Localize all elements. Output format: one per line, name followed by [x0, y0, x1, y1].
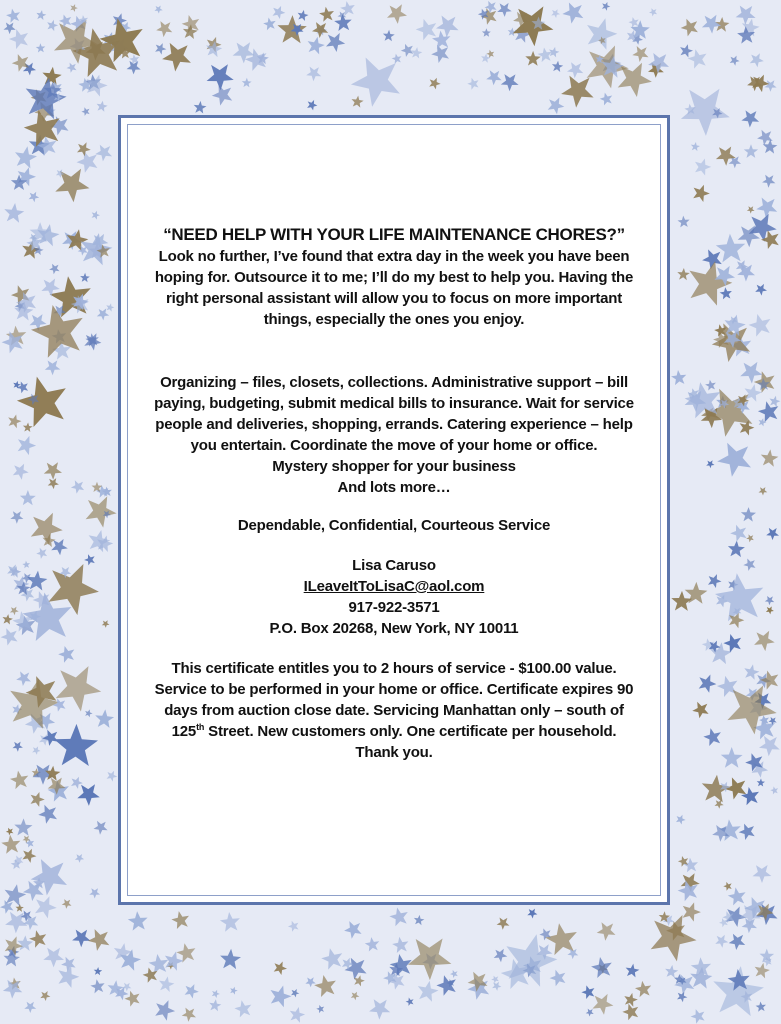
certificate-line [139, 721, 649, 742]
star-icon [591, 957, 612, 978]
star-icon [715, 935, 728, 948]
star-icon [676, 815, 686, 825]
intro-line: things, especially the ones you enjoy. [263, 311, 525, 328]
star-icon [744, 664, 759, 679]
star-icon [406, 998, 414, 1006]
star-icon [486, 70, 501, 85]
star-icon [94, 821, 108, 835]
star-icon [708, 574, 722, 588]
star-icon [89, 888, 100, 898]
star-icon [31, 792, 45, 807]
star-icon [35, 896, 57, 918]
star-icon [77, 142, 91, 156]
star-icon [71, 777, 83, 789]
street-number: 125 [171, 723, 197, 740]
star-icon [288, 921, 299, 932]
headline: “NEED HELP WITH YOUR LIFE MAINTENANCE CHORES?” [163, 225, 625, 244]
star-icon [14, 818, 32, 835]
star-icon [45, 360, 61, 375]
services-line: you entertain. Coordinate the move of your home or office. [190, 437, 598, 454]
star-icon [159, 976, 174, 992]
star-icon [70, 4, 78, 12]
star-icon [389, 908, 407, 927]
star-icon [527, 909, 537, 919]
star-icon [770, 396, 781, 407]
star-icon [703, 728, 721, 746]
star-icon [766, 606, 774, 614]
star-icon [23, 593, 72, 642]
star-icon [702, 15, 721, 34]
star-icon [739, 824, 755, 840]
star-icon [387, 4, 407, 24]
star-icon [759, 736, 780, 756]
star-icon [755, 284, 767, 296]
star-icon [344, 921, 362, 939]
star-icon [749, 314, 771, 337]
star-icon [592, 994, 613, 1015]
star-icon [450, 970, 458, 978]
star-icon [392, 937, 408, 953]
star-icon [326, 33, 345, 52]
star-icon [561, 76, 594, 108]
star-icon [155, 43, 166, 55]
star-icon [107, 771, 118, 782]
star-icon [677, 268, 690, 280]
star-icon [84, 554, 95, 565]
star-icon [162, 43, 191, 72]
star-icon [597, 922, 616, 941]
star-icon [75, 854, 84, 863]
star-icon [95, 145, 112, 162]
star-icon [209, 999, 221, 1011]
star-icon [586, 1009, 594, 1017]
star-icon [401, 44, 414, 57]
star-icon [756, 198, 777, 219]
star-icon [482, 28, 491, 37]
star-icon [600, 93, 612, 106]
star-icon [316, 1005, 324, 1013]
star-icon [729, 934, 746, 950]
services-line: Organizing – files, closets, collections. Administrative support – bill [160, 374, 628, 391]
star-icon [22, 561, 30, 569]
star-icon [67, 63, 77, 73]
star-icon [308, 37, 325, 55]
star-icon [10, 511, 23, 524]
star-icon [550, 970, 566, 987]
intro-line: hoping for. Outsource it to me; I’ll do my best to help you. Having the [154, 269, 634, 286]
star-icon [491, 976, 499, 984]
tagline: Dependable, Confidential, Courteous Service [237, 517, 551, 534]
certificate-line: Service to be performed in your home or office. Certificate expires 90 [154, 681, 634, 698]
star-icon [764, 80, 776, 92]
star-icon [44, 462, 62, 480]
star-icon [86, 496, 117, 527]
star-icon [10, 771, 28, 790]
star-icon [23, 881, 44, 901]
star-icon [626, 964, 640, 978]
star-icon [629, 17, 639, 28]
star-icon [298, 10, 309, 21]
star-icon [95, 709, 114, 728]
star-icon [42, 67, 61, 86]
star-icon [497, 3, 512, 17]
contact-block [139, 555, 649, 639]
services-line: people and deliveries, shopping, errands. Catering experience – help [155, 416, 633, 433]
star-icon [48, 478, 59, 489]
star-icon [49, 564, 99, 615]
star-icon [705, 380, 716, 391]
star-icon [418, 981, 439, 1002]
star-icon [649, 8, 657, 16]
star-icon [719, 918, 728, 927]
star-icon [128, 911, 148, 930]
star-icon [436, 16, 459, 38]
certificate-thank-you: Thank you. [355, 744, 433, 761]
star-icon [156, 21, 172, 37]
star-icon [13, 742, 23, 752]
star-icon [408, 939, 452, 981]
star-icon [1, 628, 18, 645]
intro-paragraph [139, 246, 649, 330]
star-icon [23, 423, 33, 433]
star-icon [49, 264, 60, 274]
star-icon [414, 915, 425, 925]
star-icon [581, 985, 594, 999]
star-icon [307, 100, 317, 111]
star-icon [212, 85, 232, 106]
star-icon [693, 185, 710, 202]
star-icon [36, 548, 47, 559]
star-icon [8, 415, 21, 429]
star-icon [4, 203, 24, 223]
certificate-line-rest: Street. New customers only. One certificate per household. [204, 723, 617, 740]
star-icon [273, 6, 286, 19]
star-icon [185, 984, 199, 998]
star-icon [770, 786, 778, 794]
star-icon [352, 96, 364, 108]
star-icon [765, 596, 775, 605]
star-icon [416, 19, 437, 40]
star-icon [54, 724, 98, 766]
star-icon [723, 634, 741, 653]
star-icon [29, 930, 46, 948]
star-icon [36, 43, 46, 52]
star-icon [753, 865, 772, 883]
star-icon [762, 175, 775, 188]
star-icon [736, 6, 756, 25]
star-icon [761, 449, 779, 466]
star-icon [314, 975, 336, 997]
star-icon [10, 607, 19, 616]
star-icon [741, 787, 759, 805]
star-icon [32, 746, 40, 754]
contact-phone: 917-922-3571 [348, 599, 440, 616]
intro-line: right personal assistant will allow you to focus on more important [165, 290, 623, 307]
star-icon [171, 911, 189, 929]
star-icon [692, 702, 708, 719]
star-icon [486, 50, 494, 58]
star-icon [730, 525, 746, 542]
star-icon [552, 61, 563, 72]
star-icon [220, 949, 241, 969]
star-icon [61, 957, 76, 972]
star-icon [97, 308, 109, 320]
star-icon [525, 51, 540, 66]
star-icon [212, 990, 220, 998]
services-line: paying, budgeting, submit medical bills to insurance. Wait for service [154, 395, 634, 412]
star-icon [635, 981, 651, 997]
star-icon [80, 273, 90, 282]
star-icon [127, 61, 141, 75]
star-icon [720, 287, 732, 299]
star-icon [383, 30, 395, 42]
star-icon [234, 1000, 251, 1017]
content-frame [118, 115, 670, 905]
star-icon [766, 528, 779, 540]
star-icon [548, 98, 565, 115]
star-icon [501, 74, 519, 91]
star-icon [747, 206, 755, 213]
star-icon [263, 18, 276, 31]
flyer-content [139, 224, 649, 763]
star-icon [6, 9, 20, 23]
star-icon [744, 144, 758, 158]
star-icon [717, 443, 751, 477]
star-icon [319, 7, 334, 22]
star-icon [492, 982, 501, 991]
star-icon [481, 54, 490, 63]
star-icon [691, 1009, 705, 1024]
star-icon [671, 591, 692, 611]
star-icon [125, 991, 140, 1007]
star-icon [22, 849, 36, 863]
star-icon [674, 974, 694, 994]
star-icon [38, 805, 57, 824]
star-icon [72, 930, 90, 948]
star-icon [730, 56, 740, 66]
star-icon [62, 899, 72, 909]
star-icon [750, 53, 764, 67]
star-icon [230, 987, 238, 995]
star-icon [680, 44, 693, 57]
star-icon [494, 949, 508, 962]
star-icon [182, 1008, 196, 1022]
star-icon [1, 835, 20, 854]
star-icon [681, 19, 698, 37]
star-icon [278, 15, 307, 43]
star-icon [728, 887, 746, 905]
star-icon [17, 377, 66, 427]
star-icon [467, 78, 478, 90]
star-icon [743, 559, 755, 571]
star-icon [94, 967, 103, 975]
star-icon [587, 18, 617, 50]
certificate-line: days from auction close date. Servicing Manhattan only – south of [164, 702, 624, 719]
star-icon [13, 464, 29, 480]
services-paragraph [139, 372, 649, 498]
star-icon [92, 211, 100, 220]
star-icon [392, 54, 402, 64]
star-icon [194, 101, 207, 114]
star-icon [149, 954, 169, 974]
star-icon [321, 948, 342, 969]
star-icon [665, 965, 678, 978]
star-icon [741, 110, 759, 127]
star-icon [47, 20, 58, 31]
star-icon [106, 303, 114, 311]
star-icon [53, 698, 66, 711]
star-icon [755, 963, 770, 979]
star-icon [365, 937, 380, 951]
star-icon [0, 900, 14, 914]
star-icon [305, 977, 315, 987]
star-icon [87, 75, 108, 97]
star-icon [602, 2, 610, 11]
star-icon [699, 675, 717, 693]
star-icon [351, 992, 360, 1001]
star-icon [723, 882, 731, 891]
contact-email-link[interactable]: ILeaveItToLisaC@aol.com [303, 578, 485, 595]
star-icon [691, 142, 700, 151]
star-icon [746, 534, 754, 542]
star-icon [220, 912, 240, 932]
star-icon [274, 962, 287, 976]
star-icon [16, 904, 24, 912]
star-icon [206, 41, 222, 57]
star-icon [695, 159, 711, 176]
intro-line: Look no further, I’ve found that extra day in the week you have been [158, 248, 630, 265]
star-icon [759, 487, 768, 495]
star-icon [51, 539, 68, 555]
star-icon [431, 45, 449, 63]
star-icon [43, 948, 64, 968]
star-icon [562, 3, 583, 24]
star-icon [155, 1000, 175, 1020]
star-icon [678, 216, 690, 228]
star-icon [24, 1002, 36, 1013]
star-icon [6, 828, 14, 836]
star-icon [20, 490, 36, 505]
star-icon [155, 6, 163, 14]
star-icon [4, 950, 21, 966]
contact-address: P.O. Box 20268, New York, NY 10011 [269, 620, 519, 637]
star-icon [757, 778, 765, 786]
star-icon [9, 29, 28, 49]
certificate-line: This certificate entitles you to 2 hours of service - $100.00 value. [171, 660, 617, 677]
star-icon [207, 64, 234, 90]
star-icon [671, 370, 686, 385]
star-icon [624, 993, 638, 1007]
star-icon [683, 902, 701, 921]
star-icon [58, 966, 79, 988]
contact-name: Lisa Caruso [352, 557, 436, 574]
star-icon [88, 929, 110, 951]
star-icon [18, 436, 36, 455]
star-icon [27, 571, 47, 591]
star-icon [77, 151, 98, 173]
star-icon [16, 671, 31, 686]
star-icon [77, 784, 100, 806]
star-icon [632, 46, 648, 62]
star-icon [769, 717, 777, 725]
star-icon [497, 918, 510, 930]
star-icon [688, 49, 707, 68]
star-icon [58, 646, 74, 663]
star-icon [81, 107, 89, 116]
star-icon [4, 23, 16, 35]
star-icon [29, 192, 40, 203]
star-icon [40, 991, 50, 1001]
star-icon [5, 884, 27, 906]
certificate-terms [139, 658, 649, 763]
star-icon [717, 676, 738, 697]
star-icon [513, 6, 554, 46]
star-icon [721, 747, 743, 768]
star-icon [102, 620, 110, 628]
star-icon [706, 460, 714, 468]
star-icon [291, 989, 299, 998]
star-icon [71, 480, 84, 493]
star-icon [271, 986, 292, 1008]
services-line: And lots more… [337, 479, 451, 496]
star-icon [36, 10, 46, 20]
star-icon [242, 78, 252, 88]
star-icon [741, 507, 756, 521]
star-icon [436, 975, 456, 995]
star-icon [685, 382, 721, 418]
star-icon [429, 78, 440, 90]
star-icon [90, 979, 104, 993]
star-icon [677, 992, 687, 1003]
star-icon [3, 614, 13, 624]
star-icon [754, 631, 775, 651]
star-icon [97, 101, 108, 112]
star-icon [728, 541, 745, 558]
star-icon [17, 935, 33, 951]
star-icon [756, 1002, 766, 1012]
star-icon [745, 384, 762, 402]
star-icon [17, 382, 28, 394]
star-icon [85, 709, 93, 717]
street-number-suffix: th [196, 722, 205, 732]
star-icon [306, 67, 321, 82]
star-icon [618, 63, 652, 97]
star-icon [551, 9, 560, 18]
services-line: Mystery shopper for your business [272, 458, 516, 475]
star-icon [5, 936, 23, 955]
star-icon [622, 1004, 638, 1021]
star-icon [690, 967, 712, 989]
star-icon [369, 999, 390, 1019]
star-icon [290, 1007, 305, 1023]
